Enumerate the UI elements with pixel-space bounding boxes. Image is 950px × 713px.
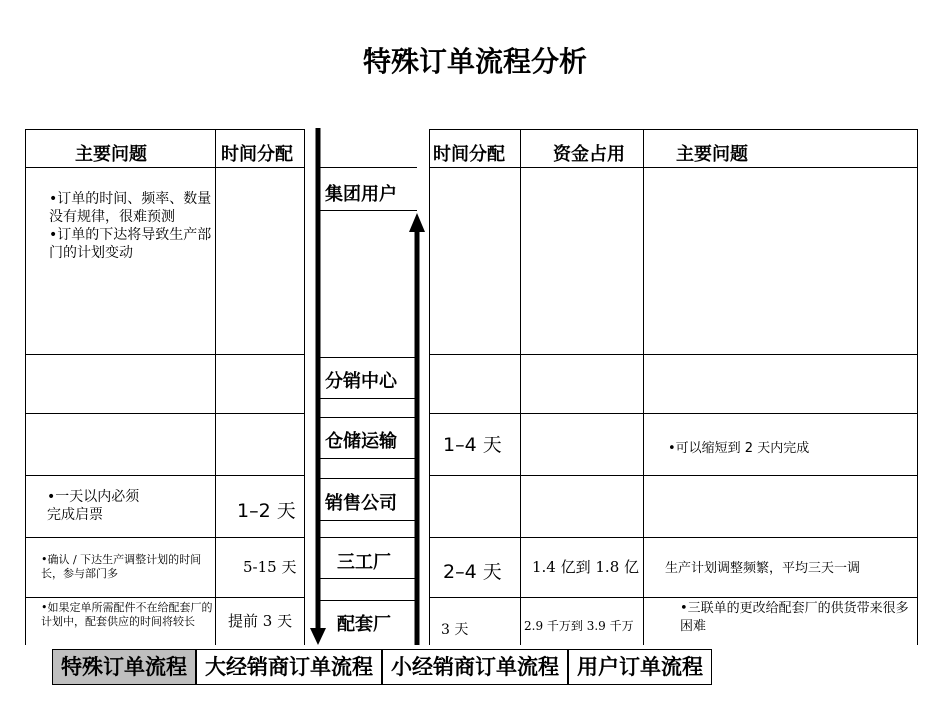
supplier-right-time: 3 天	[441, 622, 469, 638]
page-title: 特殊订单流程分析	[362, 45, 587, 78]
sales-left-time: 1–2 天	[237, 500, 296, 522]
node-sales-company: 销售公司	[325, 493, 397, 514]
supplier-left-time: 提前 3 天	[228, 612, 293, 630]
supplier-right-problem: •三联单的更改给配套厂的供货带来很多困难	[680, 601, 909, 634]
down-arrow-head	[310, 628, 326, 645]
tab-user-order[interactable]: 用户订单流程	[568, 649, 712, 685]
storage-right-time: 1–4 天	[443, 434, 502, 456]
tab-large-dealer-order[interactable]: 大经销商订单流程	[196, 649, 382, 685]
factory3-left-time: 5-15 天	[243, 558, 297, 576]
factory3-right-capital: 1.4 亿到 1.8 亿	[532, 558, 640, 576]
node-supplier: 配套厂	[337, 614, 391, 635]
factory3-left-problem: •确认 / 下达生产调整计划的时间长，参与部门多	[41, 553, 202, 580]
header-left-time: 时间分配	[221, 144, 293, 165]
sales-left-problem: •一天以内必须 完成启票	[47, 489, 140, 523]
storage-right-problem: •可以缩短到 2 天内完成	[668, 441, 810, 456]
factory3-right-problem: 生产计划调整频繁，平均三天一调	[665, 561, 861, 576]
supplier-right-capital: 2.9 千万到 3.9 千万	[524, 619, 634, 633]
node-factory-3: 三工厂	[337, 552, 391, 573]
node-distribution-center: 分销中心	[325, 371, 397, 392]
header-left-problem: 主要问题	[75, 144, 147, 165]
tab-special-order[interactable]: 特殊订单流程	[52, 649, 196, 685]
up-arrow-head	[409, 213, 425, 232]
tab-small-dealer-order[interactable]: 小经销商订单流程	[382, 649, 568, 685]
node-group-user: 集团用户	[325, 184, 397, 205]
node-storage-transport: 仓储运输	[325, 431, 397, 452]
supplier-left-problem: •如果定单所需配件不在给配套厂的计划中，配套供应的时间将较长	[41, 601, 213, 628]
header-right-time: 时间分配	[433, 144, 505, 165]
factory3-right-time: 2–4 天	[443, 561, 502, 583]
group-user-left-problem: •订单的时间、频率、数量没有规律，很难预测 •订单的下达将导致生产部门的计划变动	[49, 191, 212, 261]
flow-tabs	[52, 649, 712, 685]
header-right-capital: 资金占用	[553, 144, 625, 165]
header-right-problem: 主要问题	[676, 144, 748, 165]
